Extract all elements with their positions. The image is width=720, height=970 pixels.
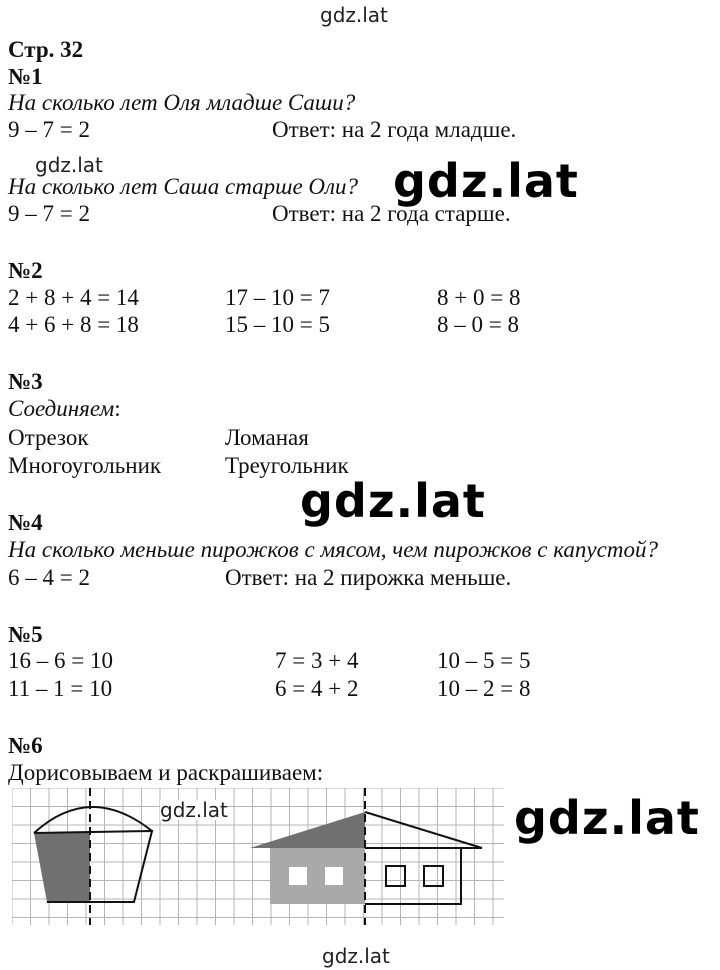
basket-arc-outline [34, 807, 152, 833]
task3-intro [8, 397, 121, 420]
task5-cell: 7 = 3 + 4 [275, 648, 359, 673]
task3-intro-colon: : [114, 396, 121, 421]
task2-cell: 2 + 8 + 4 = 14 [8, 285, 139, 310]
task2-heading: №2 [8, 258, 43, 283]
watermark-grid: gdz.lat [160, 798, 228, 822]
watermark-big-2: gdz.lat [300, 474, 486, 528]
task1-heading: №1 [8, 64, 43, 89]
house-window-right-1 [386, 866, 405, 886]
grid-drawing [12, 788, 504, 925]
watermark-top: gdz.lat [320, 3, 388, 27]
task2-cell: 8 + 0 = 8 [437, 285, 521, 310]
task1-equation-2: 9 – 7 = 2 [8, 201, 90, 226]
house-window-left-1 [289, 867, 307, 885]
task2-cell: 15 – 10 = 5 [225, 312, 330, 337]
task4-answer: Ответ: на 2 пирожка меньше. [225, 565, 512, 590]
task1-answer-1: Ответ: на 2 года младше. [272, 117, 517, 142]
task2-cell: 4 + 6 + 8 = 18 [8, 312, 139, 337]
watermark-left: gdz.lat [35, 153, 103, 177]
watermark-big-3: gdz.lat [514, 791, 700, 845]
task4-equation: 6 – 4 = 2 [8, 565, 90, 590]
drawing-grid-figure [12, 788, 504, 925]
task3-item: Треугольник [225, 453, 349, 478]
task3-item: Ломаная [225, 425, 309, 450]
task1-question-2: На сколько лет Саша старше Оли? [8, 174, 359, 199]
house-roof-outline [365, 812, 482, 848]
task5-cell: 16 – 6 = 10 [8, 648, 113, 673]
task5-cell: 10 – 5 = 5 [437, 648, 531, 673]
task2-cell: 8 – 0 = 8 [437, 312, 519, 337]
house-wall-outline [365, 848, 461, 904]
task2-cell: 17 – 10 = 7 [225, 285, 330, 310]
task6-text: Дорисовываем и раскрашиваем: [8, 760, 324, 785]
task3-item: Многоугольник [8, 453, 162, 478]
basket-shaded-half [34, 833, 90, 902]
watermark-big-1: gdz.lat [393, 154, 579, 208]
task4-question: На сколько меньше пирожков с мясом, чем пирожков с капустой? [8, 537, 658, 562]
page-title: Стр. 32 [8, 37, 84, 62]
house-window-left-2 [325, 867, 343, 885]
task1-answer-2: Ответ: на 2 года старше. [272, 201, 511, 226]
task3-intro-text: Соединяем [8, 396, 115, 421]
task5-heading: №5 [8, 622, 43, 647]
task1-equation-1: 9 – 7 = 2 [8, 117, 90, 142]
task3-heading: №3 [8, 369, 43, 394]
task4-heading: №4 [8, 510, 43, 535]
task5-cell: 10 – 2 = 8 [437, 676, 531, 701]
house-wall-shaded [270, 848, 365, 904]
task5-cell: 11 – 1 = 10 [8, 676, 113, 701]
task5-cell: 6 = 4 + 2 [275, 676, 359, 701]
task6-heading: №6 [8, 733, 43, 758]
task3-item: Отрезок [8, 425, 89, 450]
house-window-right-2 [424, 866, 443, 886]
watermark-bottom: gdz.lat [322, 944, 390, 968]
task1-question-1: На сколько лет Оля младше Саши? [8, 90, 356, 115]
